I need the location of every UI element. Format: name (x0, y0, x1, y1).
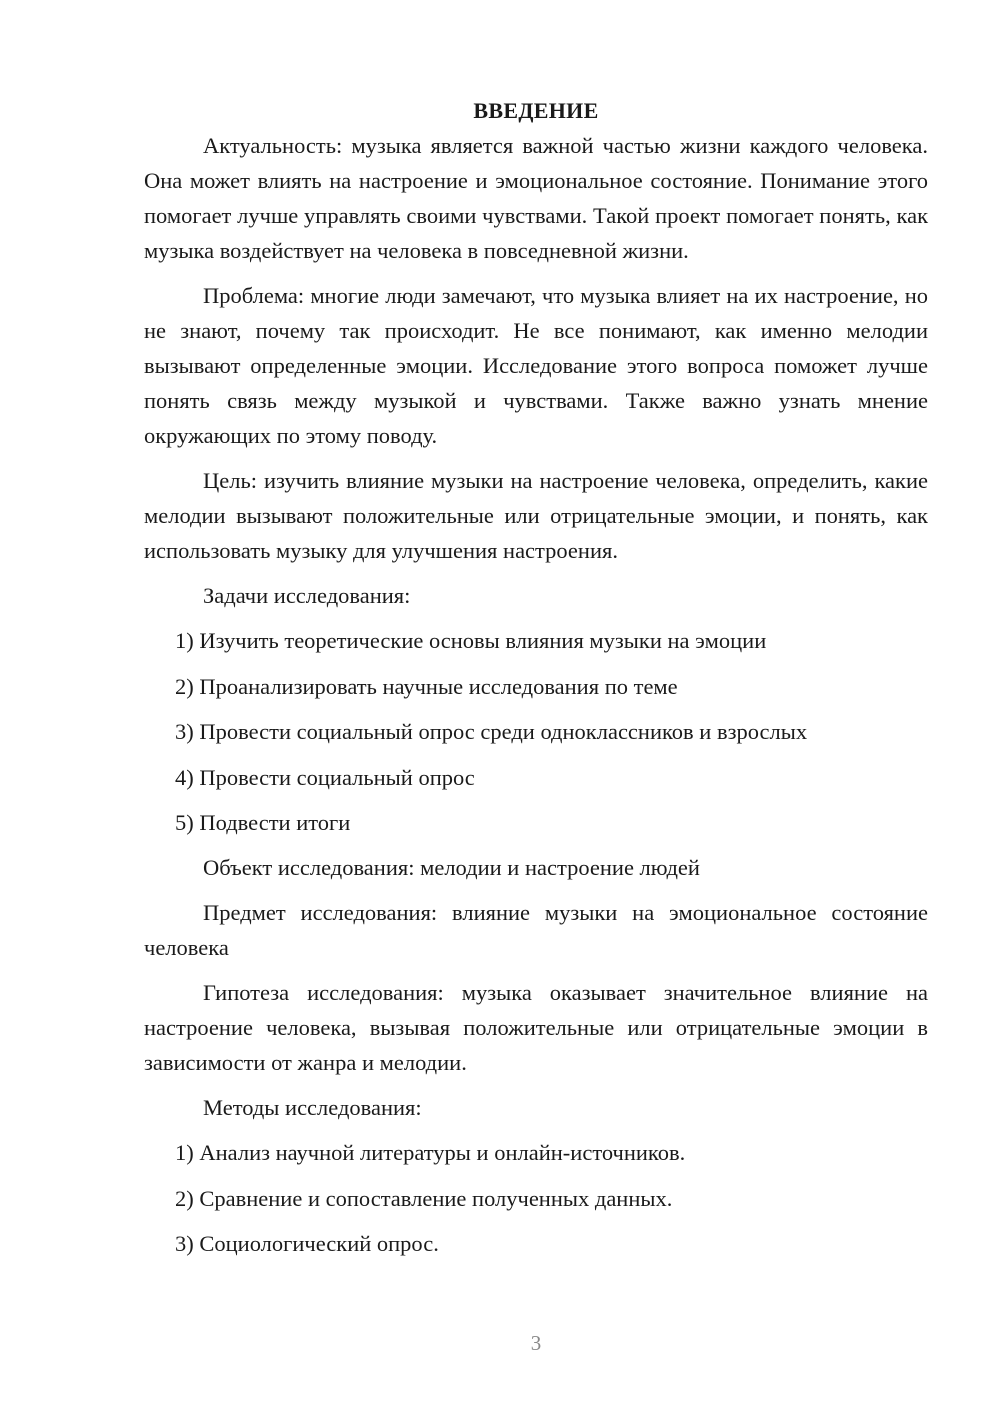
list-item: 3) Провести социальный опрос среди одноклассников и взрослых (175, 719, 808, 744)
list-item: 4) Провести социальный опрос (175, 764, 475, 790)
list-item: 3) Социологический опрос. (175, 1231, 439, 1256)
list-item: 5) Подвести итоги (175, 810, 351, 835)
hypothesis-paragraph: Гипотеза исследования: музыка оказывает значительное влияние на настроение человека, вызывая положительные или отрицательные эмоции в зависимости от жанра и мелодии. (144, 980, 928, 1075)
subject-paragraph: Предмет исследования: влияние музыки на эмоциональное состояние человека (144, 900, 928, 960)
object-paragraph: Объект исследования: мелодии и настроение людей (203, 855, 700, 880)
relevance-paragraph: Актуальность: музыка является важной частью жизни каждого человека. Она может влиять на настроение и эмоциональное состояние. Понимание этого помогает лучше управлять своими чувствами. Такой проект помогает понять, как музыка воздействует на человека в повседневной жизни. (144, 133, 928, 263)
tasks-label: Задачи исследования: (203, 583, 411, 608)
list-item: 1) Анализ научной литературы и онлайн-источников. (175, 1140, 686, 1165)
goal-paragraph: Цель: изучить влияние музыки на настроение человека, определить, какие мелодии вызывают положительные или отрицательные эмоции, и понять, как использовать музыку для улучшения настроения. (144, 468, 928, 563)
tasks-list (144, 623, 928, 840)
list-item: 1) Изучить теоретические основы влияния музыки на эмоции (175, 628, 767, 653)
problem-paragraph: Проблема: многие люди замечают, что музыка влияет на их настроение, но не знают, почему так происходит. Не все понимают, как именно мелодии вызывают определенные эмоции. Исследование этого вопроса поможет лучше понять связь между музыкой и чувствами. Также важно узнать мнение окружающих по этому поводу. (144, 283, 928, 448)
list-item: 2) Проанализировать научные исследования по теме (175, 673, 678, 699)
document-page (144, 96, 928, 1271)
list-item: 2) Сравнение и сопоставление полученных данных. (175, 1185, 673, 1211)
page-number: 3 (530, 1331, 542, 1355)
methods-label: Методы исследования: (203, 1095, 422, 1120)
page-title: ВВЕДЕНИЕ (473, 98, 599, 123)
methods-list (144, 1135, 928, 1261)
